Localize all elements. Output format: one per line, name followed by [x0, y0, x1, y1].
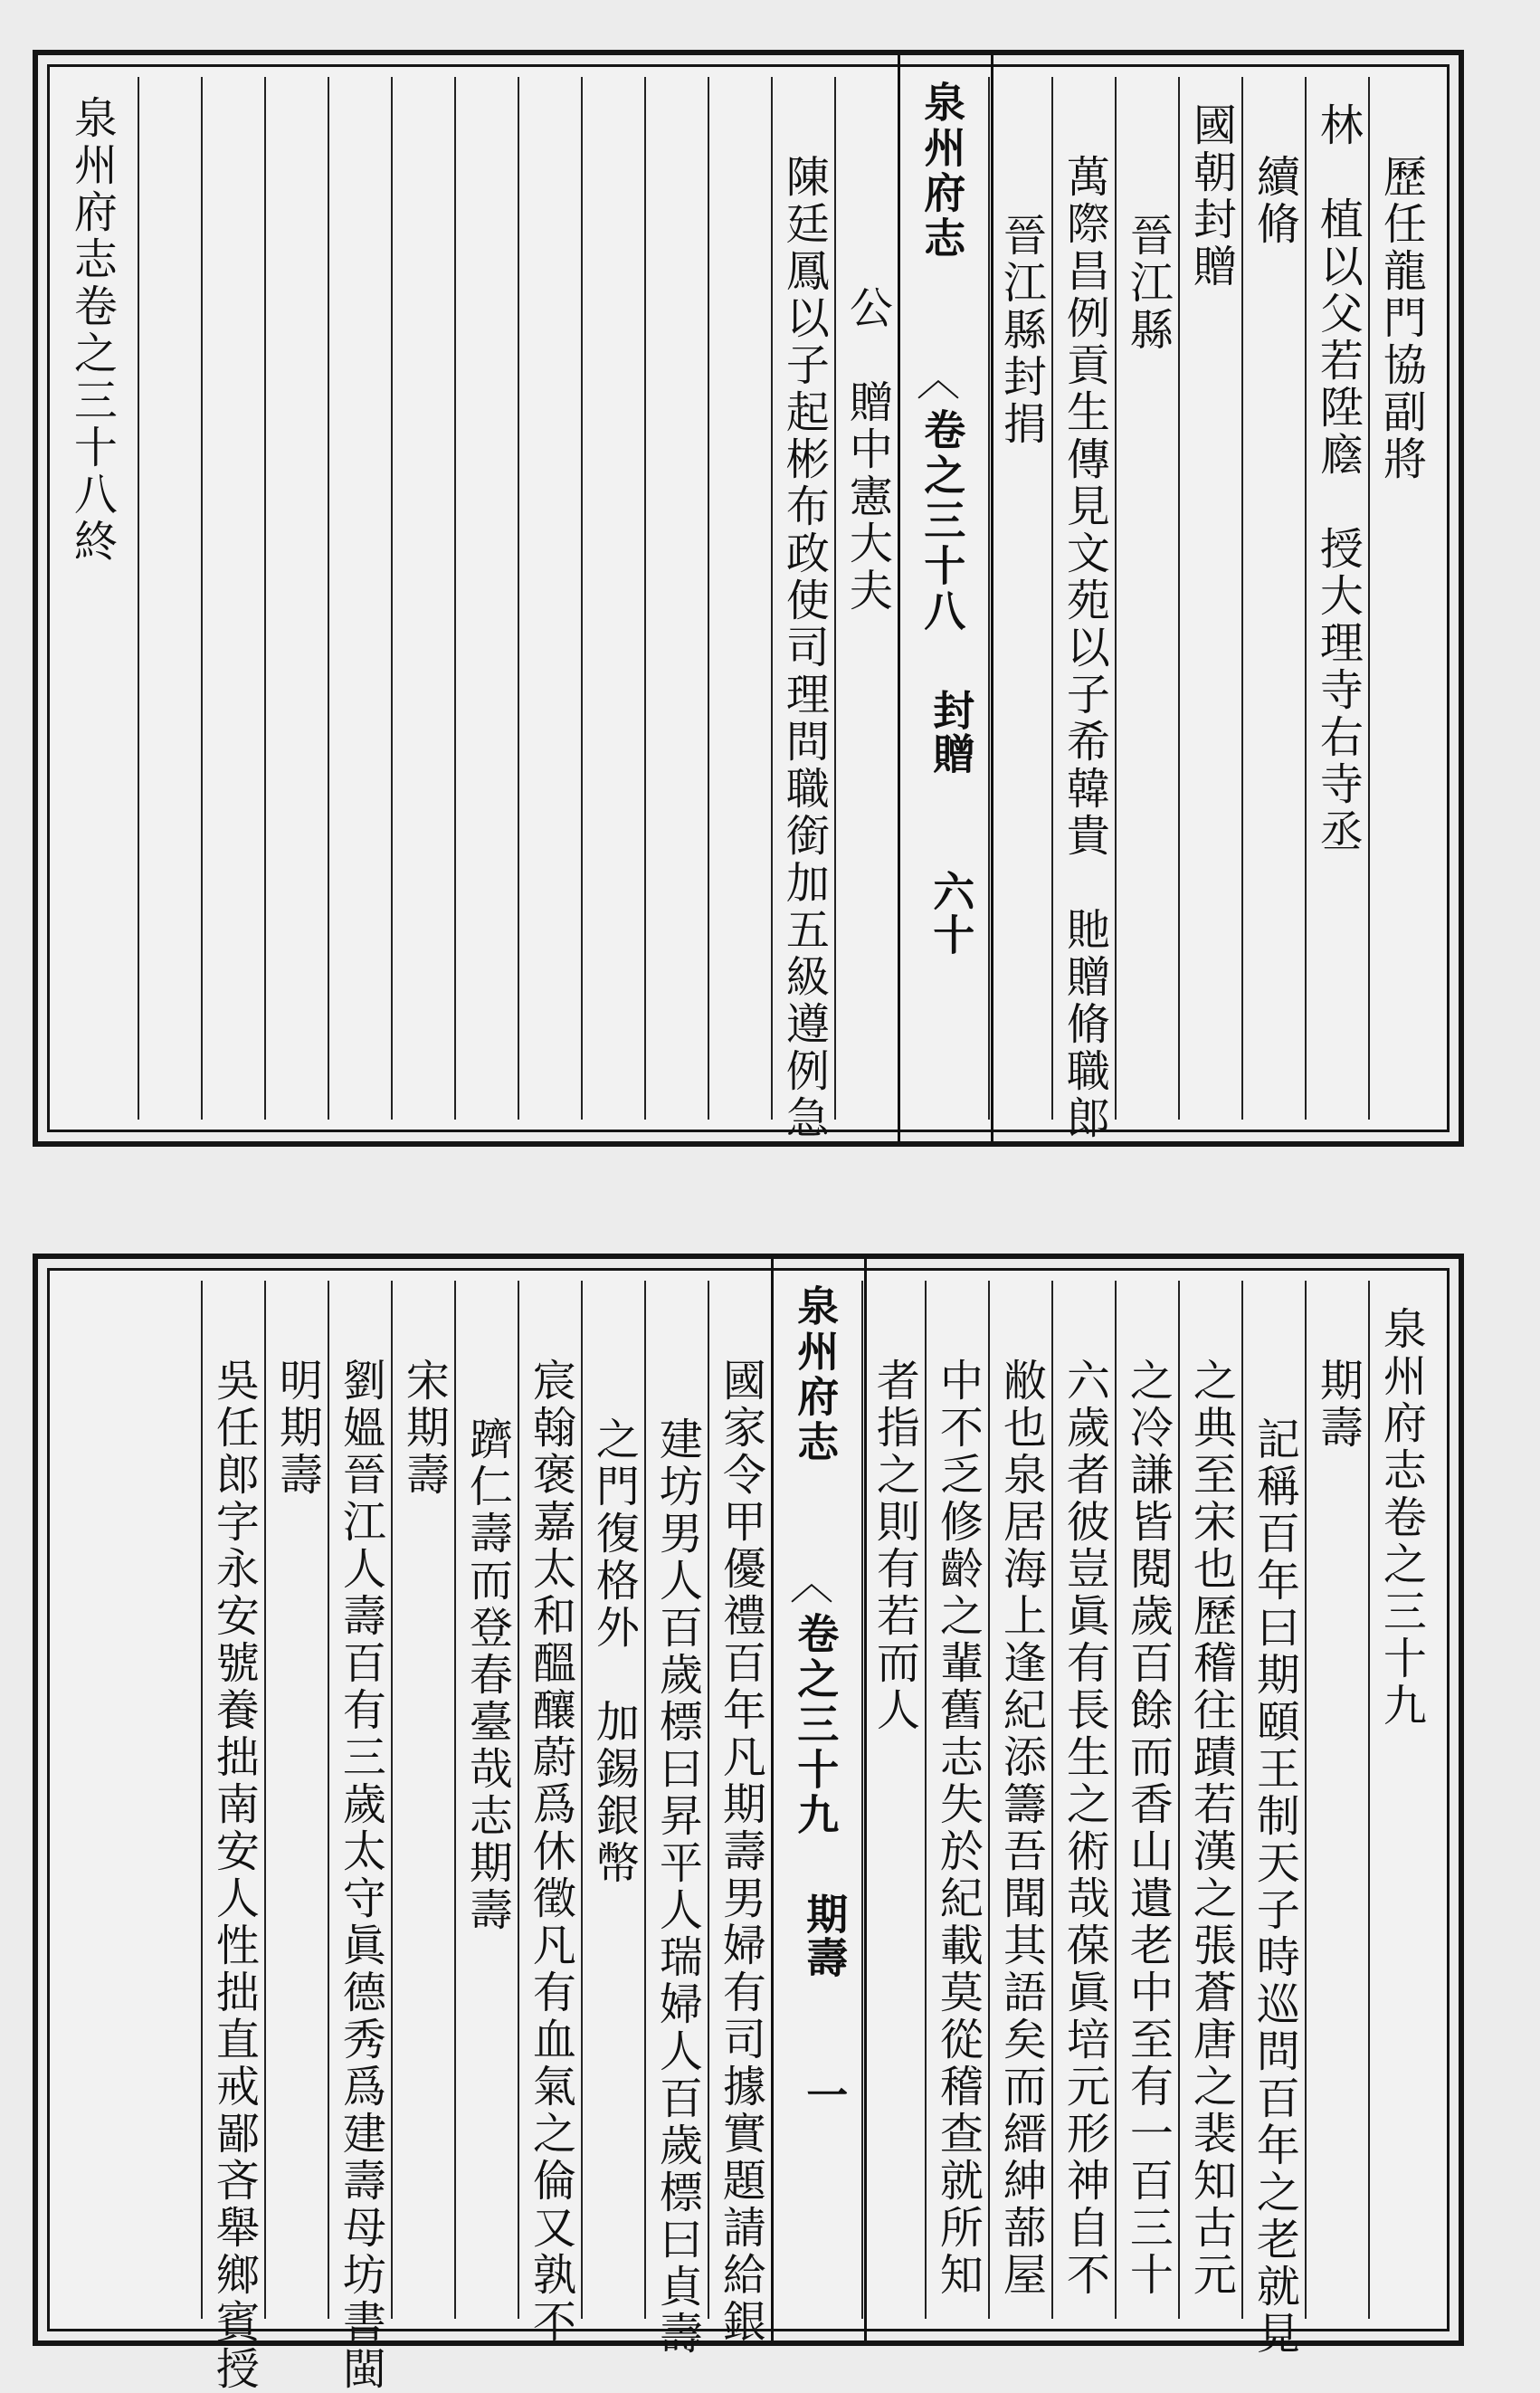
column-text: 晉江縣封捐: [995, 213, 1047, 448]
column-text: 續脩: [1249, 154, 1300, 248]
empty-ruled-column: [581, 77, 644, 1120]
top-right-column: [1368, 77, 1431, 1120]
column-text: 之門復格外 加錫銀幣: [588, 1416, 640, 1887]
page-spine: [771, 1259, 867, 2341]
bottom-left-column: [708, 1281, 771, 2346]
column-text: 吳任郎字永安號養拙南安人性拙直戒鄙吝舉鄉賓授: [208, 1358, 260, 2393]
column-text: 建坊男人百歲標曰昇平人瑞婦人百歲標曰貞壽: [651, 1416, 703, 2358]
volume-end-text: 泉州府志卷之三十八終: [66, 95, 118, 566]
bottom-left-column: [581, 1281, 644, 2319]
top-right-column: [1305, 77, 1368, 1120]
spine-section: 封贈: [927, 689, 976, 776]
bottom-right-column: [1305, 1281, 1368, 2319]
column-text: 之冷謙皆閱歲百餘而香山遺老中至有一百三十: [1122, 1358, 1174, 2299]
bottom-right-column: [1115, 1281, 1178, 2319]
column-text: 國家令甲優禮百年凡期壽男婦有司據實題請給銀: [715, 1358, 766, 2346]
column-text: 公 贈中憲大夫: [841, 285, 893, 615]
top-right-column: [988, 77, 1051, 1120]
top-right-column: [1178, 77, 1241, 1120]
column-text: 躋仁壽而登春臺哉志期壽: [461, 1416, 513, 1934]
top-right-column: [1115, 77, 1178, 1120]
column-text: 者指之則有若而人: [869, 1358, 920, 1734]
page-spine: [898, 55, 993, 1141]
bottom-left-column: [328, 1281, 391, 2393]
bottom-page-panel: [33, 1254, 1464, 2393]
empty-ruled-column: [454, 77, 518, 1120]
column-text: 記稱百年曰期頤王制天子時巡問百年之老就見: [1249, 1416, 1300, 2358]
fish-tail-mark: ︿: [790, 1559, 834, 1609]
empty-ruled-column: [518, 77, 581, 1120]
spine-title: 泉州府志: [791, 1284, 841, 1465]
empty-ruled-column: [328, 77, 391, 1120]
spine-page-number: 一: [800, 2074, 850, 2117]
column-text: 林 植以父若陞廕 授大理寺右寺丞: [1312, 102, 1364, 855]
bottom-left-column: [201, 1281, 264, 2393]
top-right-column: [1241, 77, 1305, 1120]
bottom-right-column: [861, 1281, 925, 2319]
column-text: 敝也泉居海上逢紀添籌吾聞其語矣而縉紳蔀屋: [995, 1358, 1047, 2299]
column-text: 陳廷鳳以子起彬布政使司理問職銜加五級遵例急: [778, 154, 830, 1142]
column-text: 萬際昌例貢生傳見文苑以子希韓貴 貤贈脩職郎: [1059, 154, 1110, 1142]
column-text: 明期壽: [271, 1358, 323, 1499]
bottom-right-column: [925, 1281, 988, 2319]
column-text: 之典至宋也歷稽往蹟若漢之張蒼唐之裴知古元: [1185, 1358, 1237, 2299]
column-text: 中不乏修齡之輩舊志失於紀載莫從稽查就所知: [932, 1358, 984, 2299]
empty-ruled-column: [391, 77, 454, 1120]
spine-section: 期壽: [800, 1892, 850, 1979]
bottom-right-column: [1241, 1281, 1305, 2358]
bottom-left-column: [391, 1281, 454, 2319]
bottom-left-column: [264, 1281, 328, 2319]
fish-tail-mark: ︿: [917, 355, 961, 405]
empty-ruled-column: [138, 77, 201, 1120]
spine-page-number: 六十: [927, 870, 976, 957]
column-text: 泉州府志卷之三十九: [1375, 1306, 1427, 1730]
column-text: 國朝封贈: [1185, 102, 1237, 291]
spine-volume: 卷之三十八: [917, 408, 967, 634]
column-text: 期壽: [1312, 1358, 1364, 1452]
empty-ruled-column: [201, 77, 264, 1120]
empty-ruled-column: [644, 77, 708, 1120]
bottom-left-column: [518, 1281, 581, 2346]
top-page-panel: [33, 50, 1464, 1147]
bottom-right-column: [988, 1281, 1051, 2319]
column-text: 歷任龍門協副將: [1375, 154, 1427, 483]
column-text: 晉江縣: [1122, 213, 1174, 354]
column-text: 六歲者彼豈眞有長生之術哉葆眞培元形神自不: [1059, 1358, 1110, 2299]
bottom-right-column: [1178, 1281, 1241, 2319]
column-text: 劉媼晉江人壽百有三歲太守眞德秀爲建壽母坊書閩: [335, 1358, 386, 2393]
bottom-right-column: [1368, 1281, 1431, 2319]
bottom-right-column: [1051, 1281, 1115, 2319]
column-text: 宋期壽: [398, 1358, 450, 1499]
empty-ruled-column: [264, 77, 328, 1120]
bottom-left-column: [644, 1281, 708, 2358]
spine-title: 泉州府志: [917, 81, 967, 262]
top-right-column: [1051, 77, 1115, 1142]
bottom-left-column: [454, 1281, 518, 2319]
top-left-column: [771, 77, 834, 1142]
volume-end-column: [56, 77, 128, 1120]
column-text: 宸翰褒嘉太和醞釀蔚爲休徵凡有血氣之倫又孰不: [525, 1358, 576, 2346]
spine-volume: 卷之三十九: [791, 1612, 841, 1838]
top-left-column: [834, 77, 898, 1120]
empty-ruled-column: [708, 77, 771, 1120]
